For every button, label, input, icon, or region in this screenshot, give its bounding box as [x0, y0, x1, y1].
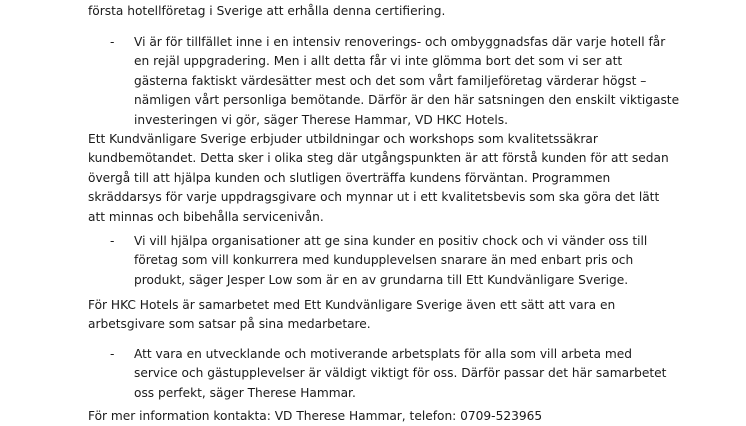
text-line: att minnas och bibehålla servicenivån.: [88, 209, 324, 224]
text-line: kundbemötandet. Detta sker i olika steg där utgångspunkten är att förstå kunden för att sedan: [88, 151, 669, 166]
text-line: Vi är för tillfället inne i en intensiv renoverings- och ombyggnadsfas där varje hotell får: [134, 35, 666, 49]
text-line: nämligen vårt personliga bemötande. Därför är den här satsningen den enskilt viktigaste: [134, 93, 680, 108]
paragraph-program: [88, 130, 688, 227]
text-line: Vi vill hjälpa organisationer att ge sina kunder en positiv chock och vi vänder oss till: [134, 234, 648, 248]
text-line: företag som vill konkurrera med kundupplevelsen snarare än med enbart pris och: [134, 253, 634, 268]
quote-therese-renovation: [134, 33, 694, 130]
text-line: gästerna faktiskt värdesätter mest och det som vårt familjeföretag värderar högst –: [134, 73, 647, 88]
text-line: oss perfekt, säger Therese Hammar.: [134, 385, 356, 400]
quote-dash: -: [110, 35, 115, 49]
paragraph-certification: [88, 2, 688, 21]
text-line: produkt, säger Jesper Low som är en av grundarna till Ett Kundvänligare Sverige.: [134, 272, 629, 287]
text-line: investeringen vi gör, säger Therese Hammar, VD HKC Hotels.: [134, 112, 508, 127]
text-line: Att vara en utvecklande och motiverande arbetsplats för alla som vill arbeta med: [134, 347, 633, 361]
quote-dash: -: [110, 347, 115, 361]
quote-jesper-low: [134, 232, 694, 290]
text-line: en rejäl uppgradering. Men i allt detta får vi inte glömma bort det som vi ser att: [134, 54, 623, 69]
text-line: Ett Kundvänligare Sverige erbjuder utbildningar och workshops som kvalitetssäkrar: [88, 132, 598, 146]
quote-therese-workplace: [134, 345, 694, 403]
paragraph-employer: [88, 296, 688, 335]
quote-dash: -: [110, 234, 115, 248]
text-line: arbetsgivare som satsar på sina medarbetare.: [88, 317, 371, 332]
text-line: skräddarsys för varje uppdragsgivare och mynnar ut i ett kvalitetsbevis som ska göra det lätt: [88, 190, 660, 205]
text-line: För HKC Hotels är samarbetet med Ett Kundvänligare Sverige även ett sätt att vara en: [88, 298, 616, 312]
text-line: service och gästupplevelser är väldigt viktigt för oss. Därför passar det här samarbetet: [134, 366, 667, 381]
text-line: första hotellföretag i Sverige att erhålla denna certifiering.: [88, 4, 446, 18]
text-line: övergå till att hjälpa kunden och slutligen överträffa kundens förväntan. Programmen: [88, 170, 611, 185]
contact-line: För mer information kontakta: VD Therese Hammar, telefon: 0709-523965: [88, 409, 543, 423]
